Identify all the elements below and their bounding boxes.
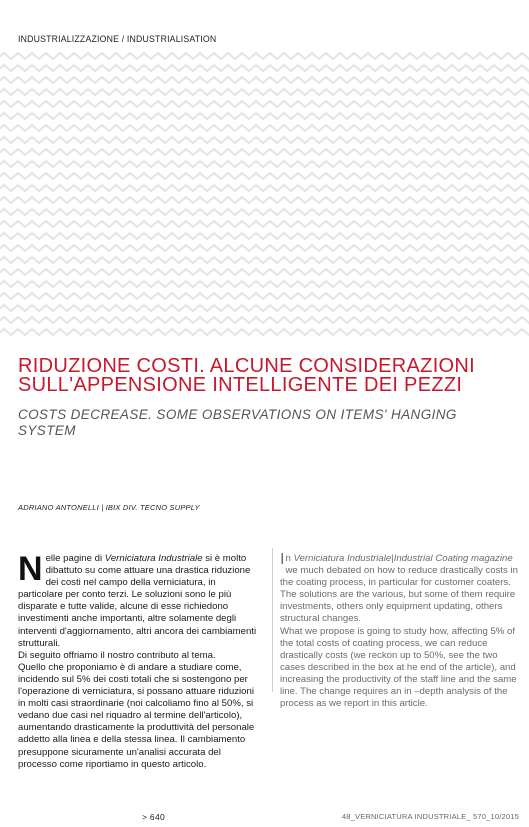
zigzag-line <box>0 137 529 143</box>
magazine-footer: 48_VERNICIATURA INDUSTRIALE_ 570_10/2015 <box>341 812 519 821</box>
zigzag-line <box>0 197 529 203</box>
zigzag-line <box>0 269 529 275</box>
zigzag-line <box>0 77 529 83</box>
zigzag-line <box>0 53 529 59</box>
english-magazine-name: Verniciatura Industriale|Industrial Coating magazine <box>293 553 513 564</box>
zigzag-line <box>0 209 529 215</box>
zigzag-pattern-banner <box>0 49 529 336</box>
english-paragraph-1: n Verniciatura Industriale|Industrial Coating magazine we much debated on how to reduce drastically costs in the coating process, in particular for customer coaters. The solutions are the various, but some of them require investments, others only equipment updating, others structural changes. <box>280 553 518 625</box>
english-text-column <box>280 553 518 710</box>
zigzag-line <box>0 149 529 155</box>
italian-paragraph-3: Quello che proponiamo è di andare a studiare come, incidendo sul 5% dei costi totali che si sostengono per l'operazione di verniciatura, si possano attuare riduzioni in molti casi straordinarie (noi calcoliamo fino al 50%, si vedano due casi nel riquadro al termine dell'articolo), aumentando drasticamente la produttività del personale addetto alla linea e della stessa linea. Il cambiamento presuppone sicuramente un'analisi accurata del processo come riportiamo in questo articolo. <box>18 661 255 770</box>
zigzag-line <box>0 173 529 179</box>
italian-text-column <box>18 550 261 771</box>
zigzag-line <box>0 281 529 287</box>
english-paragraph-2: What we propose is going to study how, affecting 5% of the total costs of coating process, we can reduce drastically costs (we reckon up to 50%, see the two cases described in the box at he end of the article), and increasing the productivity of the staff line and the same line. The change requires an in –depth analysis of the process as we report in this article. <box>280 625 517 710</box>
zigzag-line <box>0 161 529 167</box>
zigzag-line <box>0 305 529 311</box>
zigzag-line <box>0 293 529 299</box>
zigzag-line <box>0 185 529 191</box>
author-byline: ADRIANO ANTONELLI | IBIX DIV. TECNO SUPPLY <box>18 503 200 512</box>
zigzag-line <box>0 317 529 323</box>
zigzag-line <box>0 125 529 131</box>
section-label: INDUSTRIALIZZAZIONE / INDUSTRIALISATION <box>18 34 217 45</box>
zigzag-line <box>0 245 529 251</box>
italian-magazine-name: Verniciatura Industriale <box>104 553 203 564</box>
zigzag-line <box>0 113 529 119</box>
english-column-rule <box>272 548 273 692</box>
title-english: COSTS DECREASE. SOME OBSERVATIONS ON ITEMS' HANGING SYSTEM <box>18 407 457 438</box>
zigzag-line <box>0 233 529 239</box>
italian-dropcap: N <box>18 550 43 588</box>
zigzag-line <box>0 101 529 107</box>
zigzag-line <box>0 65 529 71</box>
page-number: > 640 <box>142 812 166 822</box>
english-dropcap: I <box>280 551 285 568</box>
title-italian-line2: SULL'APPENSIONE INTELLIGENTE DEI PEZZI <box>18 374 463 396</box>
italian-paragraph-1: elle pagine di Verniciatura Industriale si è molto dibattuto su come attuare una drastica riduzione dei costi nel campo della verniciatura, in particolare per conto terzi. Le soluzioni sono le più disparate e tutte valide, alcune di esse richiedono investimenti anche importanti, altre solamente degli interventi d'aggiornamento, altri ancora dei cambiamenti strutturali. <box>18 553 257 649</box>
article-title-block <box>18 357 518 439</box>
zigzag-line <box>0 329 529 335</box>
zigzag-line <box>0 221 529 227</box>
title-italian <box>18 357 518 395</box>
italian-paragraph-2: Di seguito offriamo il nostro contributo al tema. <box>18 649 216 661</box>
zigzag-line <box>0 257 529 263</box>
zigzag-line <box>0 89 529 95</box>
title-italian-line1: RIDUZIONE COSTI. ALCUNE CONSIDERAZIONI <box>18 355 476 377</box>
